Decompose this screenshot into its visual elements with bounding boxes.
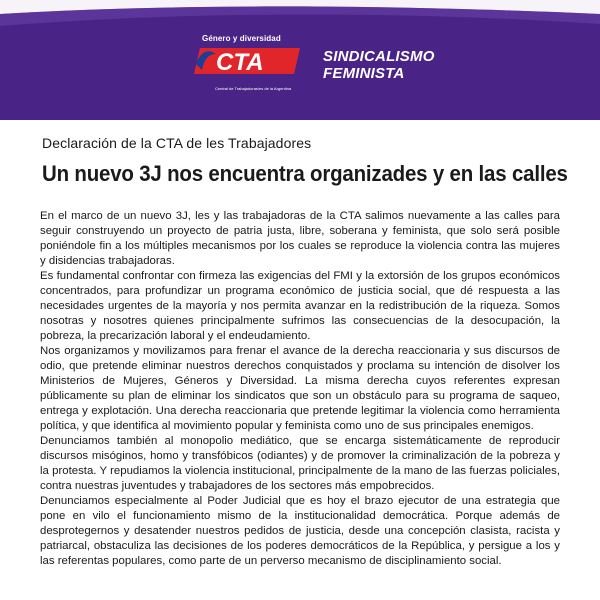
paragraph: Denunciamos especialmente al Poder Judicial que es hoy el brazo ejecutor de una estrategia que pone en vilo el funcionamiento mismo de la institucionalidad democrática. Porque además de desprotegernos y desatender nuestros pedidos de justicia, desde una concepción clasista, racista y patriarcal, obstaculiza las decisiones de los poderes democráticos de la República, y persigue a los y las referentas populares, como parte de un perverso mecanismo de disciplinamiento social. bbox=[40, 495, 560, 567]
slogan-line-2: FEMINISTA bbox=[323, 65, 405, 82]
header-banner bbox=[0, 0, 600, 120]
paragraph: En el marco de un nuevo 3J, les y las trabajadoras de la CTA salimos nuevamente a las calles para seguir construyendo un proyecto de patria justa, libre, soberana y feminista, que solo será posible poniéndole fin a los múltiples mecanismos por los cuales se reproduce la violencia contra las mujeres y disidencias trabajadoras. bbox=[40, 210, 560, 267]
logo-cta-text: CTA bbox=[216, 49, 264, 76]
paragraph-list bbox=[40, 209, 560, 569]
cta-logo bbox=[180, 34, 310, 94]
slogan bbox=[323, 48, 435, 82]
paragraph: Nos organizamos y movilizamos para frenar el avance de la derecha reaccionaria y sus discursos de odio, que pretende eliminar nuestros derechos conquistados y proclama su intención de disolver los Ministerios de Mujeres, Géneros y Diversidad. La misma derecha cuyos referentes expresan públicamente su plan de eliminar los sindicatos que son un obstáculo para su programa de saqueo, entrega y explotación. Una derecha reaccionaria que pretende legitimar la violencia como herramienta política, y que identifica al movimiento popular y feminista como uno de sus principales enemigos. bbox=[40, 345, 560, 432]
document-subtitle: Declaración de la CTA de les Trabajadores bbox=[42, 135, 312, 151]
paragraph: Es fundamental confrontar con firmeza las exigencias del FMI y la extorsión de los grupos económicos concentrados, para profundizar un programa económico de justicia social, que dé respuesta a las necesidades urgentes de la mayoría y nos permita avanzar en la redistribución de la riqueza. Somos nosotras y nosotres quienes principalmente sufrimos las consecuencias de la desocupación, la pobreza, la precarización laboral y el endeudamiento. bbox=[40, 270, 560, 342]
document-body bbox=[40, 135, 568, 569]
cta-logo-mark bbox=[194, 44, 306, 78]
logo-top-text: Género y diversidad bbox=[202, 34, 281, 43]
slogan-line-1: SINDICALISMO bbox=[323, 48, 435, 65]
paragraph: Denunciamos también al monopolio mediático, que se encarga sistemáticamente de reproducir discursos misóginos, homo y transfóbicos (odiantes) y de promover la criminalización de la pobreza y la protesta. Y repudiamos la violencia institucional, principalmente de la mano de las fuerzas policiales, contra nuestras juventudes y trabajadores de los sectores más empobrecidos. bbox=[40, 435, 560, 492]
document-title: Un nuevo 3J nos encuentra organizades y en las calles bbox=[42, 161, 568, 186]
logo-bottom-text: Central de Trabajadoras/es de la Argentina bbox=[215, 86, 292, 91]
